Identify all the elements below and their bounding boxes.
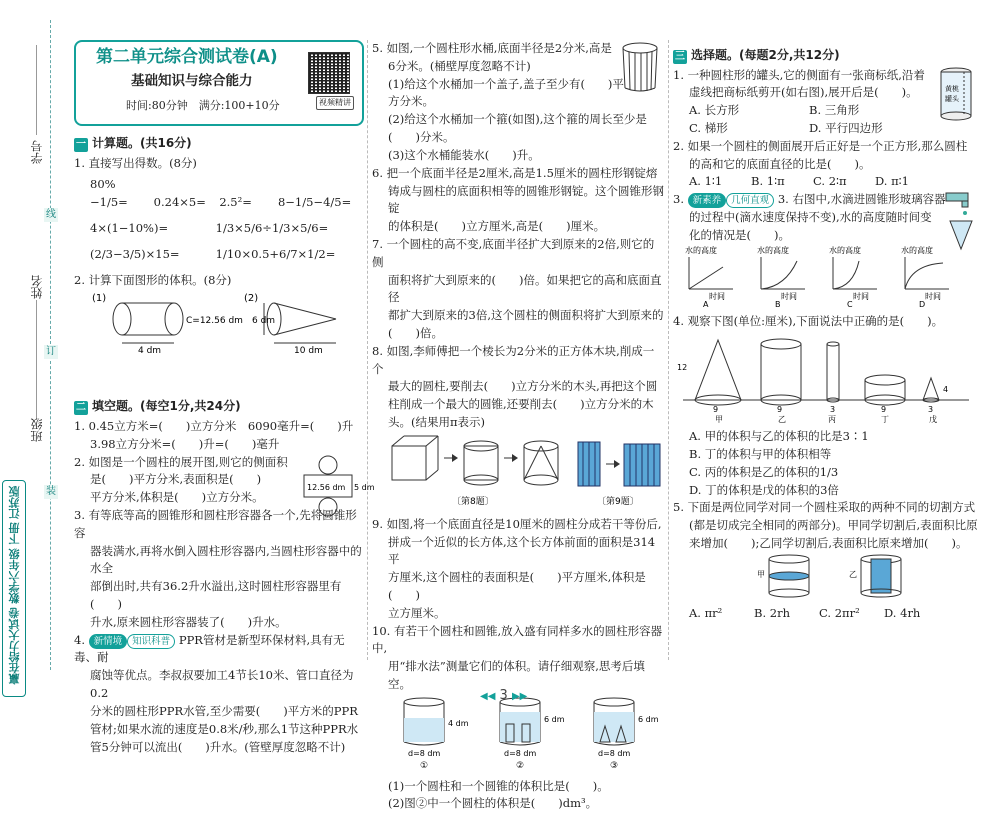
question-text: 6分米。(桶壁厚度忽略不计) [388,58,531,73]
cube-figure [392,436,438,480]
name-label: 姓名 [30,275,44,299]
question-text: 2. 如果一个圆柱的侧面展开后正好是一个正方形,那么圆柱 [673,138,968,153]
options [673,605,978,623]
cylinder-bing [827,342,839,402]
svg-text:时间: 时间 [781,291,797,301]
dim-label: 9 [777,405,783,415]
water-height: 6 dm [638,714,659,724]
question-text: 拼成一个近似的长方体,这个长方体前面的面积是314平 [388,534,656,567]
can-label: 罐头 [945,94,959,103]
question-6 [372,165,664,236]
tag-new-context: 新情境 [89,634,128,649]
question-text: 化的情况是( )。 [689,227,790,242]
approx-cuboid [624,444,660,486]
question-9 [372,516,664,623]
svg-text:A: A [703,299,709,309]
question-7 [372,236,664,343]
svg-text:水的高度: 水的高度 [757,245,789,255]
svg-text:时间: 时间 [925,291,941,301]
cylinder-yi [761,339,801,405]
dim-label: 9 [881,405,887,415]
option-b[interactable]: B. 丁的体积与甲的体积相等 [689,446,832,461]
question-text: 管5分钟可以流出( )升水。(管壁厚度忽略不计) [90,739,346,754]
calc-item: 1/3×5/6÷1/3×5/6= [215,221,329,236]
dim-label: 9 [713,405,719,415]
question-text: 4. 新情境 知识科普 PPR管材是新型环保材料,具有无毒、耐 [74,632,345,665]
fig-height: 6 dm [252,316,276,327]
cylinder-in-cube [464,441,498,485]
question-text: 7. 一个圆柱的高不变,底面半径扩大到原来的2倍,则它的侧 [372,236,655,269]
dim-label: 3 [928,405,934,415]
calc-item: 0.24×5= [153,195,206,210]
question-text: 面积将扩大到原来的( )倍。如果把它的高和底面直径 [388,272,662,305]
column-3 [673,40,978,622]
cylinder-net [302,454,375,520]
page-number: ◀◀ 3 ▶▶ [480,688,528,703]
question-text: 1. 一种圆柱形的罐头,它的侧面有一张商标纸,沿着 [673,67,925,82]
cylinder-cut-vertical [861,555,901,597]
net-width: 12.56 dm [307,482,346,492]
option-b[interactable]: B. 2rh [754,605,790,620]
calc-item: 1/10×0.5+6/7×1/2= [215,246,336,261]
qr-code-icon[interactable] [308,52,350,94]
container-number: ① [420,760,429,771]
option-c[interactable]: C. 2πr² [819,605,860,620]
question-text: 用“排水法”测量它们的体积。请仔细观察,思考后填空。 [388,659,645,691]
student-id-label: 学号 [30,140,44,164]
qr-caption: 视频精讲 [316,96,354,110]
container-diameter: d=8 dm [598,748,631,758]
student-id-line [36,45,37,135]
question-text: 是( )平方分米,表面积是( ) [90,472,262,487]
question-text: 头。(结果用π表示) [388,415,486,430]
fig-length: 4 dm [138,346,162,357]
series-title: 赢在给力大试卷 数学六年级 下册 江苏版 [8,486,21,685]
option-d[interactable]: D. 丁的体积是戊的体积的3倍 [689,482,839,497]
question-text: 最大的圆柱,要削去( )立方分米的木头,再把这个圆 [388,379,658,394]
question-text: ( )倍。 [388,326,443,340]
choice-question-1 [673,67,978,138]
can-icon [938,67,978,125]
svg-text:C: C [847,299,853,309]
option-d[interactable]: D. π∶1 [875,174,909,189]
dim-label: 3 [830,405,836,415]
question-text: 3.98立方分米=( )升=( )毫升 [90,436,280,451]
question-text: 部倒出时,共有36.2升水溢出,这时圆柱形容器里有( ) [90,579,342,611]
option-a[interactable]: A. 甲的体积与乙的体积的比是3∶1 [689,429,869,444]
fig-length: 10 dm [294,346,323,357]
question-text: 的体积是( )立方厘米,高是( )厘米。 [388,219,606,234]
question-text: (2)图②中一个圆柱的体积是( )dm³。 [388,796,598,811]
question-text: 虚线把商标纸剪开(如右图),展开后是( )。 [689,85,918,100]
water-height: 6 dm [544,714,565,724]
figure-caption: 〔第8题〕 [452,496,494,507]
figure-caption: 〔第9题〕 [597,496,639,507]
question-text: 管材;如果水流的速度是0.8米/秒,那么1节这种PPR水 [90,721,359,736]
question-text: 6. 把一个底面半径是2厘米,高是1.5厘米的圆柱形钢锭熔 [372,165,658,180]
tag-new-literacy: 新素养 [688,193,727,208]
calc-item: 8−1/5−4/5= [277,195,352,210]
question-text: 立方厘米。 [388,605,446,620]
title-box [74,40,364,126]
option-c[interactable]: C. 丙的体积是乙的体积的1/3 [689,464,839,479]
svg-text:水的高度: 水的高度 [685,245,717,255]
cone-jia [695,340,741,405]
question-8 [372,343,664,432]
shape-name: 甲 [715,415,723,425]
question-10 [372,623,664,694]
fig-label: (2) [244,293,259,305]
solids-figure [673,330,973,425]
tag-geometry: 几何直观 [726,193,774,208]
question-text: ( )分米。 [388,130,455,145]
question-text: 2. 计算下面图形的体积。(8分) [74,272,232,287]
question-text: 升水,原来圆柱形容器装了( )升水。 [90,614,287,629]
question-text: 方厘米,这个圆柱的表面积是( )平方厘米,体积是( ) [388,570,646,602]
options [673,428,978,499]
question-text: 平方分米,体积是( )立方分米。 [90,490,264,505]
bucket-icon [620,42,660,94]
page-subtitle: 基础知识与综合能力 [131,73,253,89]
container-diameter: d=8 dm [408,748,441,758]
svg-text:B: B [775,299,781,309]
column-1 [74,40,375,756]
question-text: 器装满水,再将水倒入圆柱形容器内,当圆柱形容器中的水全 [90,543,362,576]
choice-question-3: 3. 新素养 几何直观 3. 右图中,水滴进圆锥形玻璃容器 的过程中(滴水速度保持不变),水的高度随时间变 化的情况是( )。 [673,191,978,244]
container-1 [404,698,444,745]
cone-in-cylinder [524,441,558,485]
svg-text:时间: 时间 [709,291,725,301]
figures-8-9 [372,432,664,510]
question-text: 8. 如图,李师傅把一个棱长为2分米的正方体木块,削成一个 [372,343,655,376]
shape-name: 戊 [929,415,937,425]
option-a[interactable]: A. πr² [689,605,723,620]
spacer [74,361,364,391]
question-text: 2. 如图是一个圆柱的展开图,则它的侧面积 [74,454,288,469]
name-line [36,300,37,420]
class-label: 班级 [30,418,44,442]
graph-d [901,245,949,309]
page-title: 第二单元综合测试卷(A) [96,47,278,67]
question-text: 分米的圆柱形PPR水管,至少需要( )平方米的PPR [90,703,358,718]
cylinder-cut-horizontal [769,555,809,597]
question-text: 铸成与圆柱的底面积相等的圆锥形钢锭。这个圆锥形钢锭 [388,183,664,216]
shape-name: 乙 [778,415,786,425]
calc-item: (2/3−3/5)×15= [90,246,180,261]
graph-a [685,245,733,309]
shape-name: 丙 [828,415,836,425]
question-text: (都是切成完全相同的两部分)。甲同学切割后,表面积比原 [689,518,978,533]
cut-label: 甲 [757,569,765,579]
svg-text:水的高度: 水的高度 [829,245,861,255]
question-text: 腐蚀等优点。李叔叔要加工4节长10米、管口直径为0.2 [90,668,354,701]
shape-name: 丁 [881,415,889,425]
question-text: 10. 有若干个圆柱和圆锥,放入盛有同样多水的圆柱形容器中, [372,623,663,656]
cylinder-figure [113,303,183,343]
calc-row [74,220,364,238]
column-divider [367,40,368,660]
question-text: 1. 直接写出得数。(8分) [74,155,197,170]
dim-label: 4 [943,385,949,395]
cut-cylinders [673,553,973,599]
can-label: 黄桃 [945,84,959,93]
question-text: 的高和它的底面直径的比是( )。 [689,156,871,171]
question-text: 方分米。 [388,94,434,109]
svg-text:水的高度: 水的高度 [901,245,933,255]
container-number: ② [516,760,525,771]
option-b[interactable]: B. 三角形 [809,103,860,118]
graph-c [829,245,877,309]
column-divider [668,40,669,660]
calc-row [74,176,364,212]
fill-questions [74,418,375,756]
section-heading: 三 选择题。(每题2分,共12分) [675,48,840,62]
calc-item: 4×(1−10%)= [90,221,169,236]
svg-text:时间: 时间 [853,291,869,301]
choice-question-5 [673,499,978,552]
prev-arrow-icon: ◀◀ [480,691,496,702]
options [673,102,978,138]
net-height: 5 dm [354,482,375,492]
option-d[interactable]: D. 4rh [884,605,921,620]
option-a[interactable]: A. 长方形 [689,103,740,118]
option-c[interactable]: C. 2∶π [813,174,847,189]
section-heading: 一 计算题。(共16分) [76,136,192,150]
question-text: 4. 观察下图(单位:厘米),下面说法中正确的是( )。 [673,313,944,328]
choice-question-2 [673,138,978,191]
option-c[interactable]: C. 梯形 [689,121,728,136]
question-5 [372,40,664,165]
container-number: ③ [610,760,619,771]
cut-label: 乙 [849,569,857,579]
cut-mark-line: 线 [46,209,56,220]
exam-time: 时间:80分钟 满分:100+10分 [126,99,280,112]
binding-strip [0,0,62,711]
question-text: 1. 0.45立方米=( )立方分米 6090毫升=( )升 [74,418,354,433]
options [673,173,978,191]
cut-mark-staple: 订 [46,346,56,357]
fig-circumference: C=12.56 dm [186,316,243,327]
tag-science: 知识科普 [127,634,175,649]
dripping-tap-icon [942,191,976,253]
dim-label: 12 [677,363,688,373]
volume-figures [74,289,364,355]
container-3 [594,698,634,745]
option-a[interactable]: A. 1∶1 [689,174,723,189]
fig-label: (1) [92,293,107,305]
sliced-cylinder [578,442,600,486]
question-text: 柱削成一个最大的圆锥,还要削去( )立方分米的木 [388,397,654,412]
water-height: 4 dm [448,718,469,728]
option-b[interactable]: B. 1∶π [751,174,785,189]
svg-text:D: D [919,299,926,309]
cone-wu [923,378,939,402]
next-arrow-icon: ▶▶ [511,691,528,702]
question-text: 9. 如图,将一个底面直径是10厘米的圆柱分成若干等份后, [372,516,662,531]
height-time-graphs [673,245,973,307]
question-text: (1)给这个水桶加一个盖子,盖子至少有( )平 [388,76,624,91]
calc-item: 2.5²= [219,195,252,210]
question-text: 5. 如图,一个圆柱形水桶,底面半径是2分米,高是 [372,41,612,55]
question-text: 都扩大到原来的3倍,这个圆柱的侧面积将扩大到原来的 [388,308,664,323]
question-text: 3. 有等底等高的圆锥形和圆柱形容器各一个,先将圆锥形容 [74,507,357,540]
question-text: (1)一个圆柱和一个圆锥的体积比是( )。 [388,778,609,793]
cut-mark-bind: 装 [46,486,56,497]
question-text: (3)这个水桶能装水( )升。 [388,147,540,162]
calc-row [74,246,364,264]
graph-b [757,245,805,309]
option-d[interactable]: D. 平行四边形 [809,121,883,136]
question-text: (2)给这个水桶加一个箍(如图),这个箍的周长至少是 [388,112,647,127]
question-text: 5. 下面是两位同学对同一个圆柱采取的两种不同的切割方式 [673,500,976,515]
container-diameter: d=8 dm [504,748,537,758]
section-heading: 二 填空题。(每空1分,共24分) [76,399,241,414]
question-text: 的过程中(滴水速度保持不变),水的高度随时间变 [689,210,932,225]
calc-item: 80%−1/5= [90,177,128,210]
question-text: 来增加( );乙同学切割后,表面积比原来增加( )。 [689,536,968,551]
